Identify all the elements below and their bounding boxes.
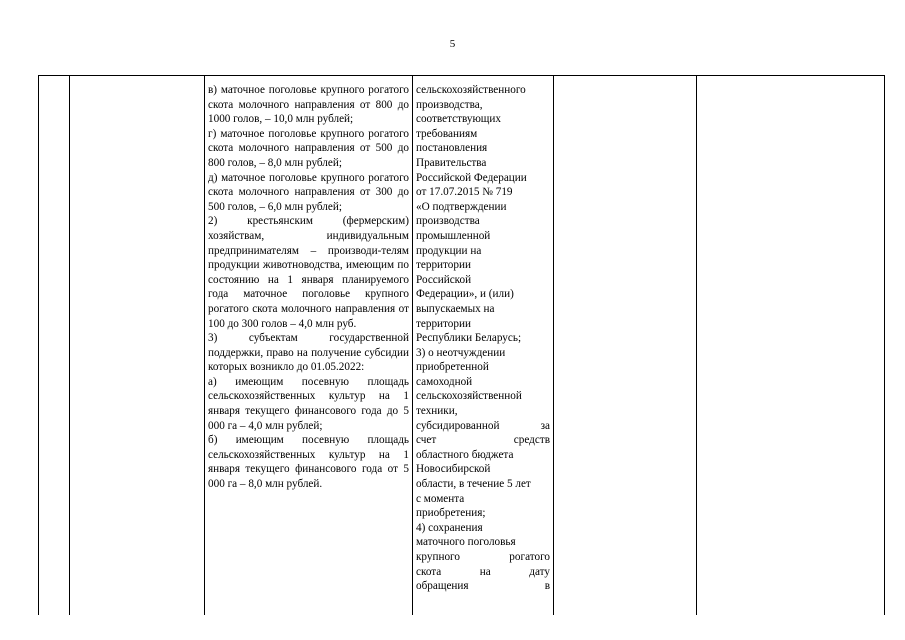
text-line: маточного поголовья <box>416 536 516 549</box>
table-cell-name <box>70 76 205 616</box>
text-line: 4) сохранения <box>416 521 483 534</box>
paragraph: а) имеющим посевную площадь сельскохозяйственных культур на 1 января текущего финансового года до 5 000 га – 4,0 млн рублей; <box>208 375 409 432</box>
text-line: территории <box>416 259 471 272</box>
text-line: производства <box>416 215 480 228</box>
text-line: областного бюджета <box>416 448 514 461</box>
paragraph: в) маточное поголовье крупного рогатого скота молочного направления от 800 до 1000 голов, – 10,0 млн рублей; <box>208 84 409 126</box>
table-cell-subsidy-amounts <box>205 76 413 616</box>
text-line: приобретения; <box>416 507 486 520</box>
text-line: субсидированной за <box>416 419 550 432</box>
text-line: с момента <box>416 492 465 505</box>
text-line: территории <box>416 317 471 330</box>
text-line: выпускаемых на <box>416 302 495 315</box>
text-line: Российской <box>416 273 472 286</box>
text-line: скота на дату <box>416 565 550 578</box>
text-line: приобретенной <box>416 361 489 374</box>
document-table <box>38 75 885 615</box>
text-line: обращения в <box>416 580 550 593</box>
text-line: техники, <box>416 405 458 418</box>
text-line: «О подтверждении <box>416 200 507 213</box>
page-number: 5 <box>449 38 456 50</box>
text-line: от 17.07.2015 № 719 <box>416 186 513 199</box>
paragraph: 2) крестьянским (фермерским) хозяйствам, индивидуальным предпринимателям – производи-телям продукции животноводства, имеющим по состоянию на 1 января планируемого года маточное поголовье крупного рогатого скота молочного направления от 100 до 300 голов – 4,0 млн руб. <box>208 215 409 330</box>
table-cell-obligations <box>413 76 554 616</box>
text-line: счет средств <box>416 434 550 447</box>
text-line: соответствующих <box>416 113 502 126</box>
table-cell-empty <box>554 76 697 616</box>
text-line: промышленной <box>416 229 491 242</box>
text-line: области, в течение 5 лет <box>416 478 531 491</box>
text-line: крупного рогатого <box>416 551 550 563</box>
text-line: 3) о неотчуждении <box>416 346 506 359</box>
text-line: постановления <box>416 142 488 155</box>
text-line: сельскохозяйственной <box>416 390 522 403</box>
text-line: самоходной <box>416 375 473 388</box>
table-cell-number <box>39 76 70 616</box>
text-line: Российской Федерации <box>416 171 527 184</box>
text-line: производства, <box>416 98 483 111</box>
paragraph: б) имеющим посевную площадь сельскохозяйственных культур на 1 января текущего финансового года от 5 000 га – 8,0 млн рублей. <box>208 434 409 491</box>
paragraph: д) маточное поголовье крупного рогатого скота молочного направления от 300 до 500 голов, – 6,0 млн рублей; <box>208 171 409 213</box>
table-cell-empty <box>697 76 885 616</box>
text-line: требованиям <box>416 127 478 140</box>
table-row <box>39 76 885 616</box>
text-line: Новосибирской <box>416 463 491 476</box>
text-line: продукции на <box>416 244 482 257</box>
text-line: сельскохозяйственного <box>416 84 526 96</box>
text-line: Федерации», и (или) <box>416 288 514 301</box>
paragraph: г) маточное поголовье крупного рогатого скота молочного направления от 500 до 800 голов, – 8,0 млн рублей; <box>208 127 409 169</box>
text-line: Республики Беларусь; <box>416 332 522 345</box>
text-line: Правительства <box>416 156 487 169</box>
paragraph: 3) субъектам государственной поддержки, право на получение субсидии которых возникло до 01.05.2022: <box>208 332 409 374</box>
